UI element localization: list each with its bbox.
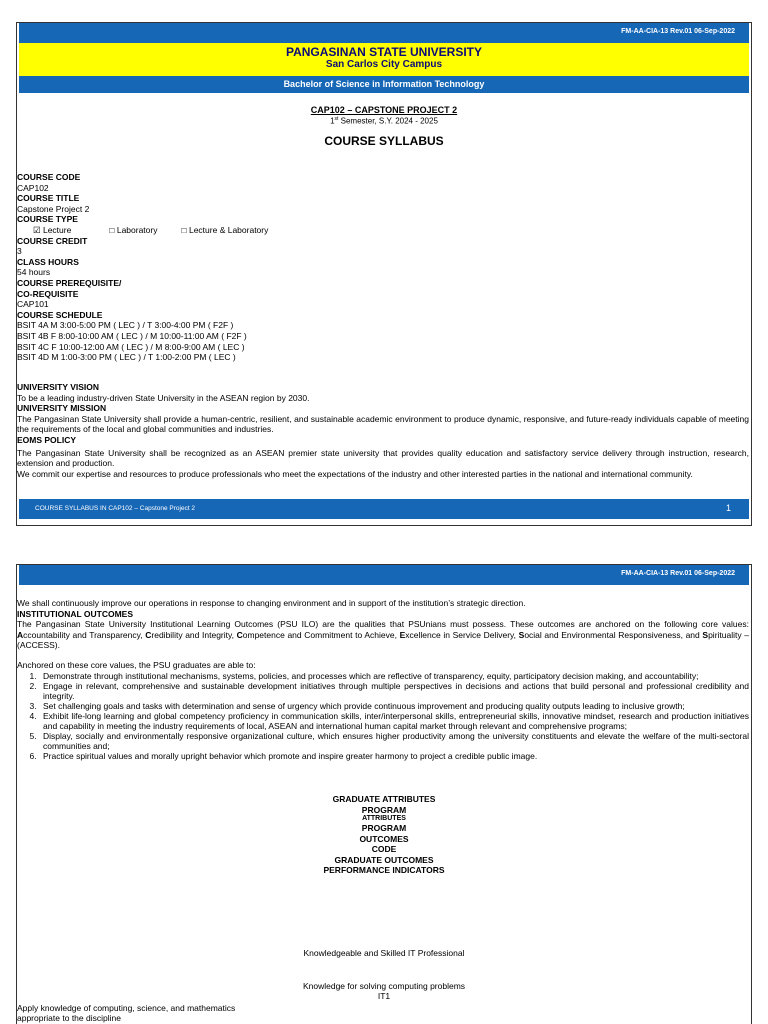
- form-code: FM-AA-CIA-13 Rev.01 06-Sep-2022: [621, 28, 735, 35]
- vision-mission-section: [17, 382, 751, 479]
- core-value-initial: S: [518, 629, 525, 640]
- eoms-text: The Pangasinan State University shall be recognized as an ASEAN premier state university that provides quality education and satisfactory service delivery through instruction, research, extension and production.: [17, 447, 749, 469]
- course-title-label: COURSE TITLE: [17, 193, 80, 204]
- core-value-text: pirituality – (ACCESS).: [17, 629, 749, 651]
- core-value-initial: A: [17, 629, 24, 640]
- ga-header: PROGRAM: [361, 804, 407, 815]
- vision-text: To be a leading industry-driven State University in the ASEAN region by 2030.: [17, 392, 310, 403]
- semester-suffix: st: [334, 116, 339, 122]
- improvement-statement: We shall continuously improve our operations in response to changing environment and in support of the institution’s strategic direction.: [17, 598, 526, 608]
- class-hours-value: 54 hours: [17, 267, 51, 278]
- course-schedule-label: COURSE SCHEDULE: [17, 309, 103, 320]
- anchored-statement: Anchored on these core values, the PSU graduates are able to:: [17, 659, 256, 670]
- core-value-text: redibility and Integrity,: [151, 629, 237, 640]
- list-item: 5. Display, socially and environmentally responsive organizational culture, which ensures higher productivity among the university constituents and elevate the welfare of the multi-sectoral communities and;: [39, 731, 749, 751]
- syllabus-page-1: [16, 22, 752, 526]
- indicator-line: Apply knowledge of computing, science, and mathematics: [17, 1003, 236, 1013]
- prerequisite-value: CAP101: [17, 299, 49, 310]
- university-banner: [19, 43, 749, 76]
- course-info: [17, 172, 751, 363]
- semester-text: Semester, S.Y. 2024 - 2025: [338, 116, 438, 126]
- course-type-options: [17, 225, 751, 236]
- schedule-line: BSIT 4C F 10:00-12:00 AM ( LEC ) / M 8:00-9:00 AM ( LEC ): [17, 341, 245, 352]
- schedule-line: BSIT 4A M 3:00-5:00 PM ( LEC ) / T 3:00-4:00 PM ( F2F ): [17, 320, 234, 331]
- outcome-code: IT1: [377, 991, 391, 1001]
- semester-number: 1: [330, 116, 335, 126]
- syllabus-page-2: [16, 564, 752, 1024]
- class-hours-label: CLASS HOURS: [17, 256, 79, 267]
- footer-text: COURSE SYLLABUS IN CAP102 – Capstone Project 2: [35, 505, 196, 512]
- course-title-value: Capstone Project 2: [17, 203, 90, 214]
- course-heading: [17, 105, 751, 148]
- graduate-attribute: Knowledgeable and Skilled IT Professional: [303, 948, 465, 958]
- ga-header: GRADUATE ATTRIBUTES: [332, 794, 436, 804]
- eoms-label: EOMS POLICY: [17, 434, 77, 445]
- ga-header: ATTRIBUTES: [362, 815, 406, 822]
- graduate-outcomes-list: [17, 671, 751, 761]
- ilo-description: [17, 619, 751, 651]
- core-value-text: ocial and Environmental Responsiveness, and: [524, 629, 703, 640]
- vision-label: UNIVERSITY VISION: [17, 382, 100, 392]
- course-type-label: COURSE TYPE: [17, 214, 78, 225]
- core-value-initial: S: [702, 629, 709, 640]
- ga-header: GRADUATE OUTCOMES: [334, 854, 434, 865]
- core-value-initial: C: [145, 629, 152, 640]
- course-credit-label: COURSE CREDIT: [17, 235, 88, 246]
- campus-name: San Carlos City Campus: [325, 59, 443, 70]
- core-value-text: ompetence and Commitment to Achieve,: [242, 629, 400, 640]
- ga-header: CODE: [371, 844, 397, 854]
- header-bar: [19, 23, 749, 43]
- ilo-text: The Pangasinan State University Institutional Learning Outcomes (PSU ILO) are the qualities that PSUnians must possess. These outcomes are anchored on the following core values:: [17, 619, 749, 630]
- ga-header: PERFORMANCE INDICATORS: [323, 865, 445, 875]
- eoms-commitment: We commit our expertise and resources to produce professionals who meet the expectations of the industry and other interested parties in the national and international community.: [17, 468, 693, 479]
- list-item: 6. Practice spiritual values and morally upright behavior which promote and inspire greater harmony to project a credible public image.: [39, 751, 749, 761]
- course-code-label: COURSE CODE: [17, 172, 81, 182]
- core-value-initial: E: [399, 629, 406, 640]
- footer-bar: [19, 499, 749, 519]
- ga-header: PROGRAM: [361, 823, 407, 833]
- indicator-line: appropriate to the discipline: [17, 1013, 121, 1023]
- graduate-attributes-headers: [17, 794, 751, 876]
- program-name: Bachelor of Science in Information Technology: [19, 76, 749, 93]
- form-code: FM-AA-CIA-13 Rev.01 06-Sep-2022: [621, 570, 735, 577]
- core-value-text: ccountability and Transparency,: [23, 629, 146, 640]
- core-value-text: xcellence in Service Delivery,: [405, 629, 519, 640]
- ga-header: OUTCOMES: [359, 833, 409, 844]
- list-item: 1. Demonstrate through institutional mechanisms, systems, policies, and processes which are reflective of transparency, equity, participatory decision making, and accountability;: [39, 671, 749, 681]
- mission-label: UNIVERSITY MISSION: [17, 403, 107, 414]
- schedule-line: BSIT 4B F 8:00-10:00 AM ( LEC ) / M 10:00-11:00 AM ( F2F ): [17, 330, 247, 341]
- university-name: PANGASINAN STATE UNIVERSITY: [285, 45, 482, 59]
- document-title: COURSE SYLLABUS: [324, 133, 444, 148]
- page-number: 1: [725, 503, 731, 513]
- type-laboratory-checkbox[interactable]: □ Laboratory: [109, 224, 158, 235]
- corequisite-label: CO-REQUISITE: [17, 288, 79, 299]
- list-item: 3. Set challenging goals and tasks with determination and sense of urgency which provide continuous improvement and producing quality outputs leading to inclusive growth;: [39, 701, 749, 711]
- knowledge-outcome: Knowledge for solving computing problems: [302, 981, 466, 991]
- performance-indicator: [17, 1003, 751, 1023]
- course-code-value: CAP102: [17, 182, 49, 193]
- list-item: 4. Exhibit life-long learning and global competency proficiency in communication skills, inter/interpersonal skills, entrepreneurial skills, innovative mindset, research and production initiatives and capability in meeting the industry requirements of local, ASEAN and international human capital market through relevant and comprehensive programs;: [39, 711, 749, 731]
- header-bar: [19, 565, 749, 585]
- schedule-line: BSIT 4D M 1:00-3:00 PM ( LEC ) / T 1:00-2:00 PM ( LEC ): [17, 352, 236, 363]
- course-credit-value: 3: [17, 246, 22, 257]
- type-lecture-laboratory-checkbox[interactable]: □ Lecture & Laboratory: [181, 224, 269, 235]
- course-name: CAP102 – CAPSTONE PROJECT 2: [310, 105, 458, 115]
- mission-text: The Pangasinan State University shall provide a human-centric, resilient, and sustainable academic environment to produce dynamic, responsive, and future-ready individuals capable of meeting the requirements of the local and global communities and industries.: [17, 413, 749, 435]
- core-value-initial: C: [236, 629, 243, 640]
- type-lecture-checkbox[interactable]: ☑ Lecture: [33, 224, 72, 235]
- institutional-outcomes-section: [17, 598, 751, 761]
- list-item: 2. Engage in relevant, comprehensive and sustainable development initiatives through multiple perspectives in decisions and actions that build personal and professional credibility and integrity.: [39, 681, 749, 701]
- prerequisite-label: COURSE PREREQUISITE/: [17, 277, 122, 288]
- institutional-outcomes-label: INSTITUTIONAL OUTCOMES: [17, 608, 134, 619]
- semester-line: [17, 116, 751, 126]
